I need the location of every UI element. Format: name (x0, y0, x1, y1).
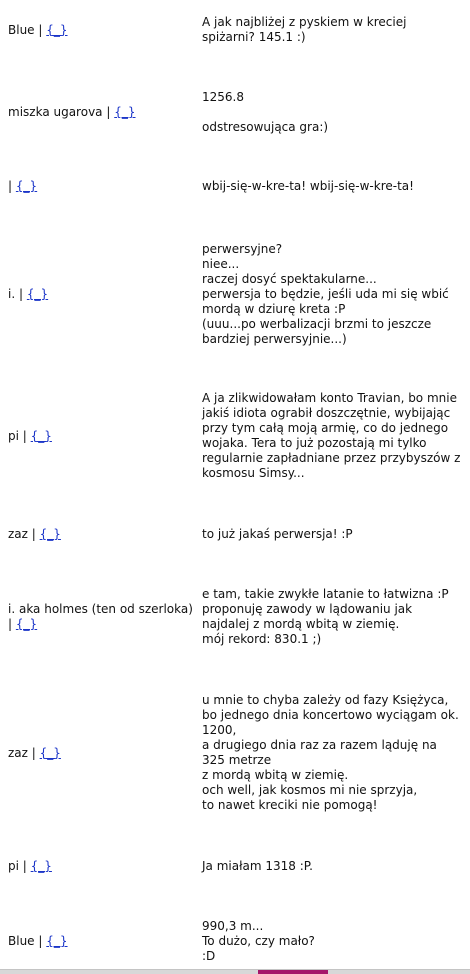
author-name: pi (8, 859, 19, 873)
comment-author (0, 859, 200, 874)
comment-text: e tam, takie zwykłe latanie to łatwizna :P proponuję zawody w lądowaniu jak najdalej z mordą wbitą w ziemię. mój rekord: 830.1 ;) (202, 587, 449, 646)
scrollbar-thumb[interactable] (258, 970, 328, 974)
comment-link[interactable]: {_} (30, 428, 52, 443)
comment-text: wbij-się-w-kre-ta! wbij-się-w-kre-ta! (202, 179, 414, 193)
comment-author (0, 746, 200, 761)
author-name: miszka ugarova (8, 105, 103, 119)
comment-author (0, 429, 200, 444)
comment-row (0, 526, 470, 543)
comment-text: perwersyjne? niee... raczej dosyć spektakularne... perwersja to będzie, jeśli uda mi się wbić mordą w dziurę kreta :P (uuu...po werbalizacji brzmi to jeszcze bardziej perwersyjnie...) (202, 242, 449, 346)
comment-row (0, 178, 470, 195)
author-name: Blue (8, 934, 35, 948)
separator: | (22, 428, 27, 443)
comment-author (0, 105, 200, 120)
author-name: zaz (8, 527, 28, 541)
comment-author (0, 602, 200, 632)
comment-author (0, 527, 200, 542)
comment-row (0, 241, 470, 348)
comment-row (0, 586, 470, 648)
comment-text: Ja miałam 1318 :P. (202, 859, 313, 873)
separator: | (18, 287, 24, 301)
author-name: pi (8, 428, 19, 443)
separator: | (8, 179, 13, 193)
comment-text: 1256.8 odstresowująca gra:) (202, 90, 329, 134)
comment-author (0, 287, 200, 302)
comment-text: u mnie to chyba zależy od fazy Księżyca, bo jednego dnia koncertowo wyciągam ok. 1200, a drugiego dnia raz za razem ląduję na 325 metrze z mordą wbitą w ziemię. och well, jak kosmos mi nie sprzyja, to nawet kreciki nie pomogą! (202, 693, 459, 812)
comment-row (0, 89, 470, 136)
author-name: zaz (8, 745, 28, 760)
comment-row (0, 14, 470, 46)
comment-link[interactable]: {_} (46, 934, 68, 948)
separator: | (38, 934, 43, 948)
comment-row (0, 692, 470, 814)
comment-row (0, 390, 470, 482)
comment-author (0, 934, 200, 949)
comment-row (0, 858, 470, 875)
author-name: Blue (8, 22, 35, 37)
comment-link[interactable]: {_} (114, 105, 136, 119)
comment-link[interactable]: {_} (15, 179, 38, 193)
separator: | (38, 22, 43, 37)
comment-text: A jak najbliżej z pyskiem w kreciej spiżarni? 145.1 :) (202, 15, 407, 44)
comment-link[interactable]: {_} (39, 527, 61, 541)
author-name: i. aka holmes (ten od szerloka) (8, 602, 193, 616)
comment-link[interactable]: {_} (46, 22, 68, 37)
comment-author (0, 179, 200, 194)
comment-link[interactable]: {_} (30, 859, 52, 873)
horizontal-scrollbar[interactable] (0, 969, 470, 974)
comment-text: 990,3 m... To dużo, czy mało? :D (202, 919, 315, 963)
separator: | (8, 617, 13, 631)
comment-link[interactable]: {_} (15, 617, 38, 631)
comment-link[interactable]: {_} (26, 287, 49, 301)
separator: | (31, 745, 36, 760)
separator: | (31, 527, 36, 541)
separator: | (106, 105, 111, 119)
comment-text: A ja zlikwidowałam konto Travian, bo mnie jakiś idiota ograbił doszczętnie, wybijając przy tym całą moją armię, co do jednego wojaka. Tera to już pozostają mi tylko regularnie zapładniane przez przybyszów z kosmosu Simsy... (202, 391, 461, 480)
separator: | (22, 859, 27, 873)
comment-row (0, 918, 470, 965)
author-name: i. (8, 287, 16, 301)
comment-author (0, 23, 200, 38)
comment-link[interactable]: {_} (39, 745, 61, 760)
comment-text: to już jakaś perwersja! :P (202, 527, 353, 541)
